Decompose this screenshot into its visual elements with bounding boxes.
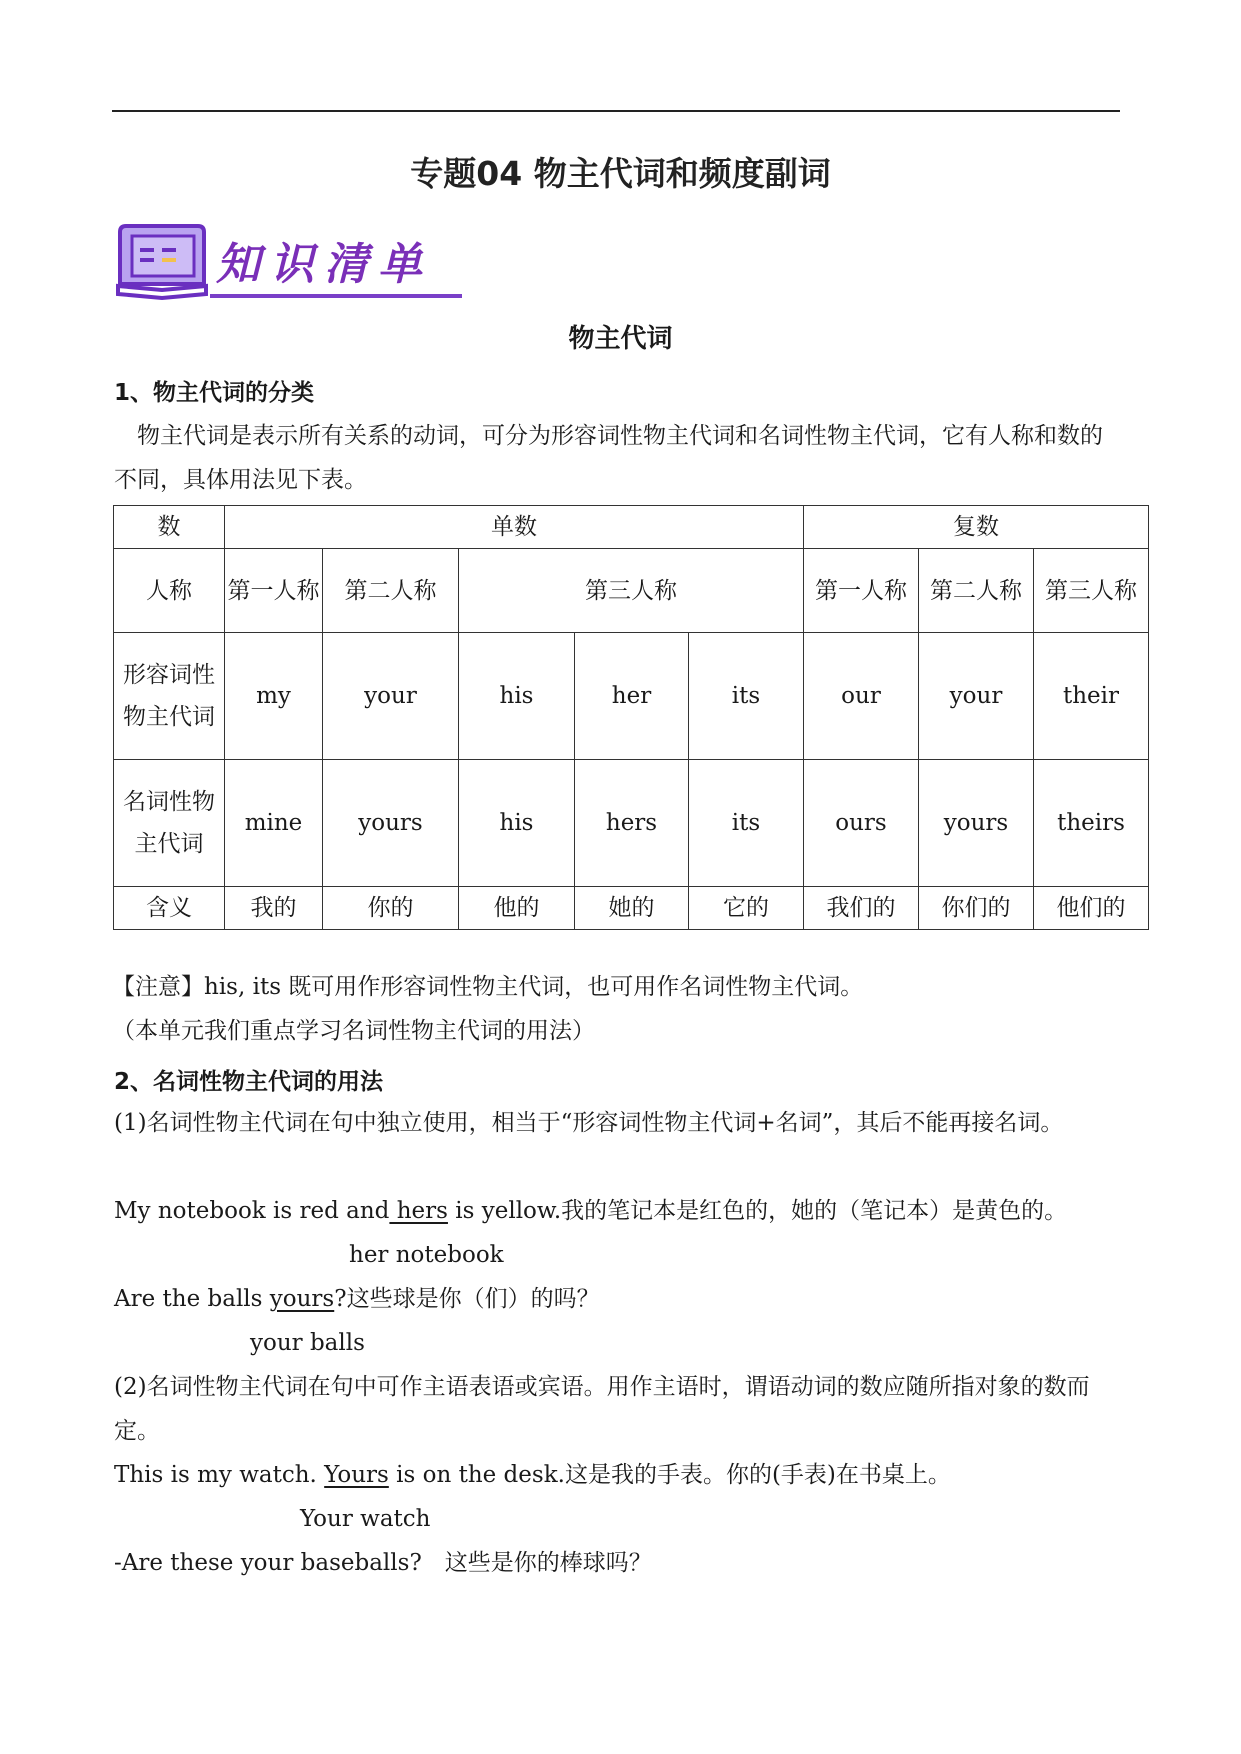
banner-text: 知识清单: [216, 239, 432, 290]
section-title: 物主代词: [568, 324, 673, 354]
table-cell: ours: [804, 760, 919, 887]
example-1: [114, 1189, 1067, 1233]
row-label: 名词性物主代词: [114, 760, 225, 887]
page-title: 专题04 物主代词和频度副词: [410, 154, 831, 193]
example-text: ?这些球是你（们）的吗？: [334, 1286, 600, 1312]
table-cell: yours: [919, 760, 1034, 887]
part1-heading: 1、物主代词的分类: [114, 380, 315, 406]
table-cell: his: [459, 760, 575, 887]
table-cell: her: [575, 633, 689, 760]
table-cell: theirs: [1034, 760, 1149, 887]
rule-2: (2)名词性物主代词在句中可作主语表语或宾语。用作主语时，谓语动词的数应随所指对象的数而定。: [114, 1374, 1090, 1444]
example-answer: yours: [269, 1286, 335, 1312]
table-cell: 你的: [323, 887, 459, 930]
table-cell: its: [689, 633, 804, 760]
person-cell: 第一人称: [804, 549, 919, 633]
person-cell: 第二人称: [919, 549, 1034, 633]
table-cell: 她的: [575, 887, 689, 930]
table-cell: his: [459, 633, 575, 760]
example-answer: hers: [389, 1198, 448, 1224]
person-cell: 第三人称: [1034, 549, 1149, 633]
example-1-note: her notebook: [349, 1242, 504, 1268]
example-text: This is my watch.: [114, 1462, 325, 1488]
singular-header: 单数: [225, 506, 804, 549]
example-3-note: Your watch: [300, 1506, 431, 1532]
pronoun-table: [113, 505, 1149, 930]
table-row: [114, 887, 1149, 930]
table-row: [114, 760, 1149, 887]
table-cell: hers: [575, 760, 689, 887]
table-row: [114, 633, 1149, 760]
table-cell: your: [323, 633, 459, 760]
table-cell: 我的: [225, 887, 323, 930]
table-cell: mine: [225, 760, 323, 887]
example-text: is on the desk.这是我的手表。你的(手表)在书桌上。: [388, 1462, 951, 1488]
person-header: 人称: [114, 549, 225, 633]
example-4: -Are these your baseballs? 这些是你的棒球吗？: [114, 1550, 652, 1576]
example-3: [114, 1453, 951, 1497]
part1-intro: 物主代词是表示所有关系的动词，可分为形容词性物主代词和名词性物主代词，它有人称和数的不同，具体用法见下表。: [114, 423, 1103, 493]
header-rule: [112, 110, 1120, 112]
table-cell: yours: [323, 760, 459, 887]
example-text: is yellow.我的笔记本是红色的，她的（笔记本）是黄色的。: [447, 1198, 1068, 1224]
table-cell: our: [804, 633, 919, 760]
table-cell: its: [689, 760, 804, 887]
table-cell: 你们的: [919, 887, 1034, 930]
row-label: 形容词性物主代词: [114, 633, 225, 760]
example-2-note: your balls: [250, 1330, 365, 1356]
row-label: 含义: [114, 887, 225, 930]
table-cell: 他的: [459, 887, 575, 930]
table-cell: your: [919, 633, 1034, 760]
example-text: Are the balls: [114, 1286, 270, 1312]
knowledge-list-banner: [116, 222, 466, 302]
example-answer: Yours: [324, 1462, 389, 1488]
table-cell: my: [225, 633, 323, 760]
part2-heading: 2、名词性物主代词的用法: [114, 1069, 384, 1095]
example-2: [114, 1277, 600, 1321]
table-cell: 我们的: [804, 887, 919, 930]
note-line-1: 【注意】his, its 既可用作形容词性物主代词，也可用作名词性物主代词。: [112, 974, 864, 1000]
table-cell: 他们的: [1034, 887, 1149, 930]
person-cell: 第三人称: [459, 549, 804, 633]
table-cell: 它的: [689, 887, 804, 930]
number-header: 数: [114, 506, 225, 549]
rule-1: (1)名词性物主代词在句中独立使用，相当于“形容词性物主代词+名词”，其后不能再接名词。: [114, 1110, 1064, 1136]
person-cell: 第一人称: [225, 549, 323, 633]
person-cell: 第二人称: [323, 549, 459, 633]
table-cell: their: [1034, 633, 1149, 760]
example-text: My notebook is red and: [114, 1198, 390, 1224]
plural-header: 复数: [804, 506, 1149, 549]
note-line-2: （本单元我们重点学习名词性物主代词的用法）: [112, 1018, 595, 1044]
